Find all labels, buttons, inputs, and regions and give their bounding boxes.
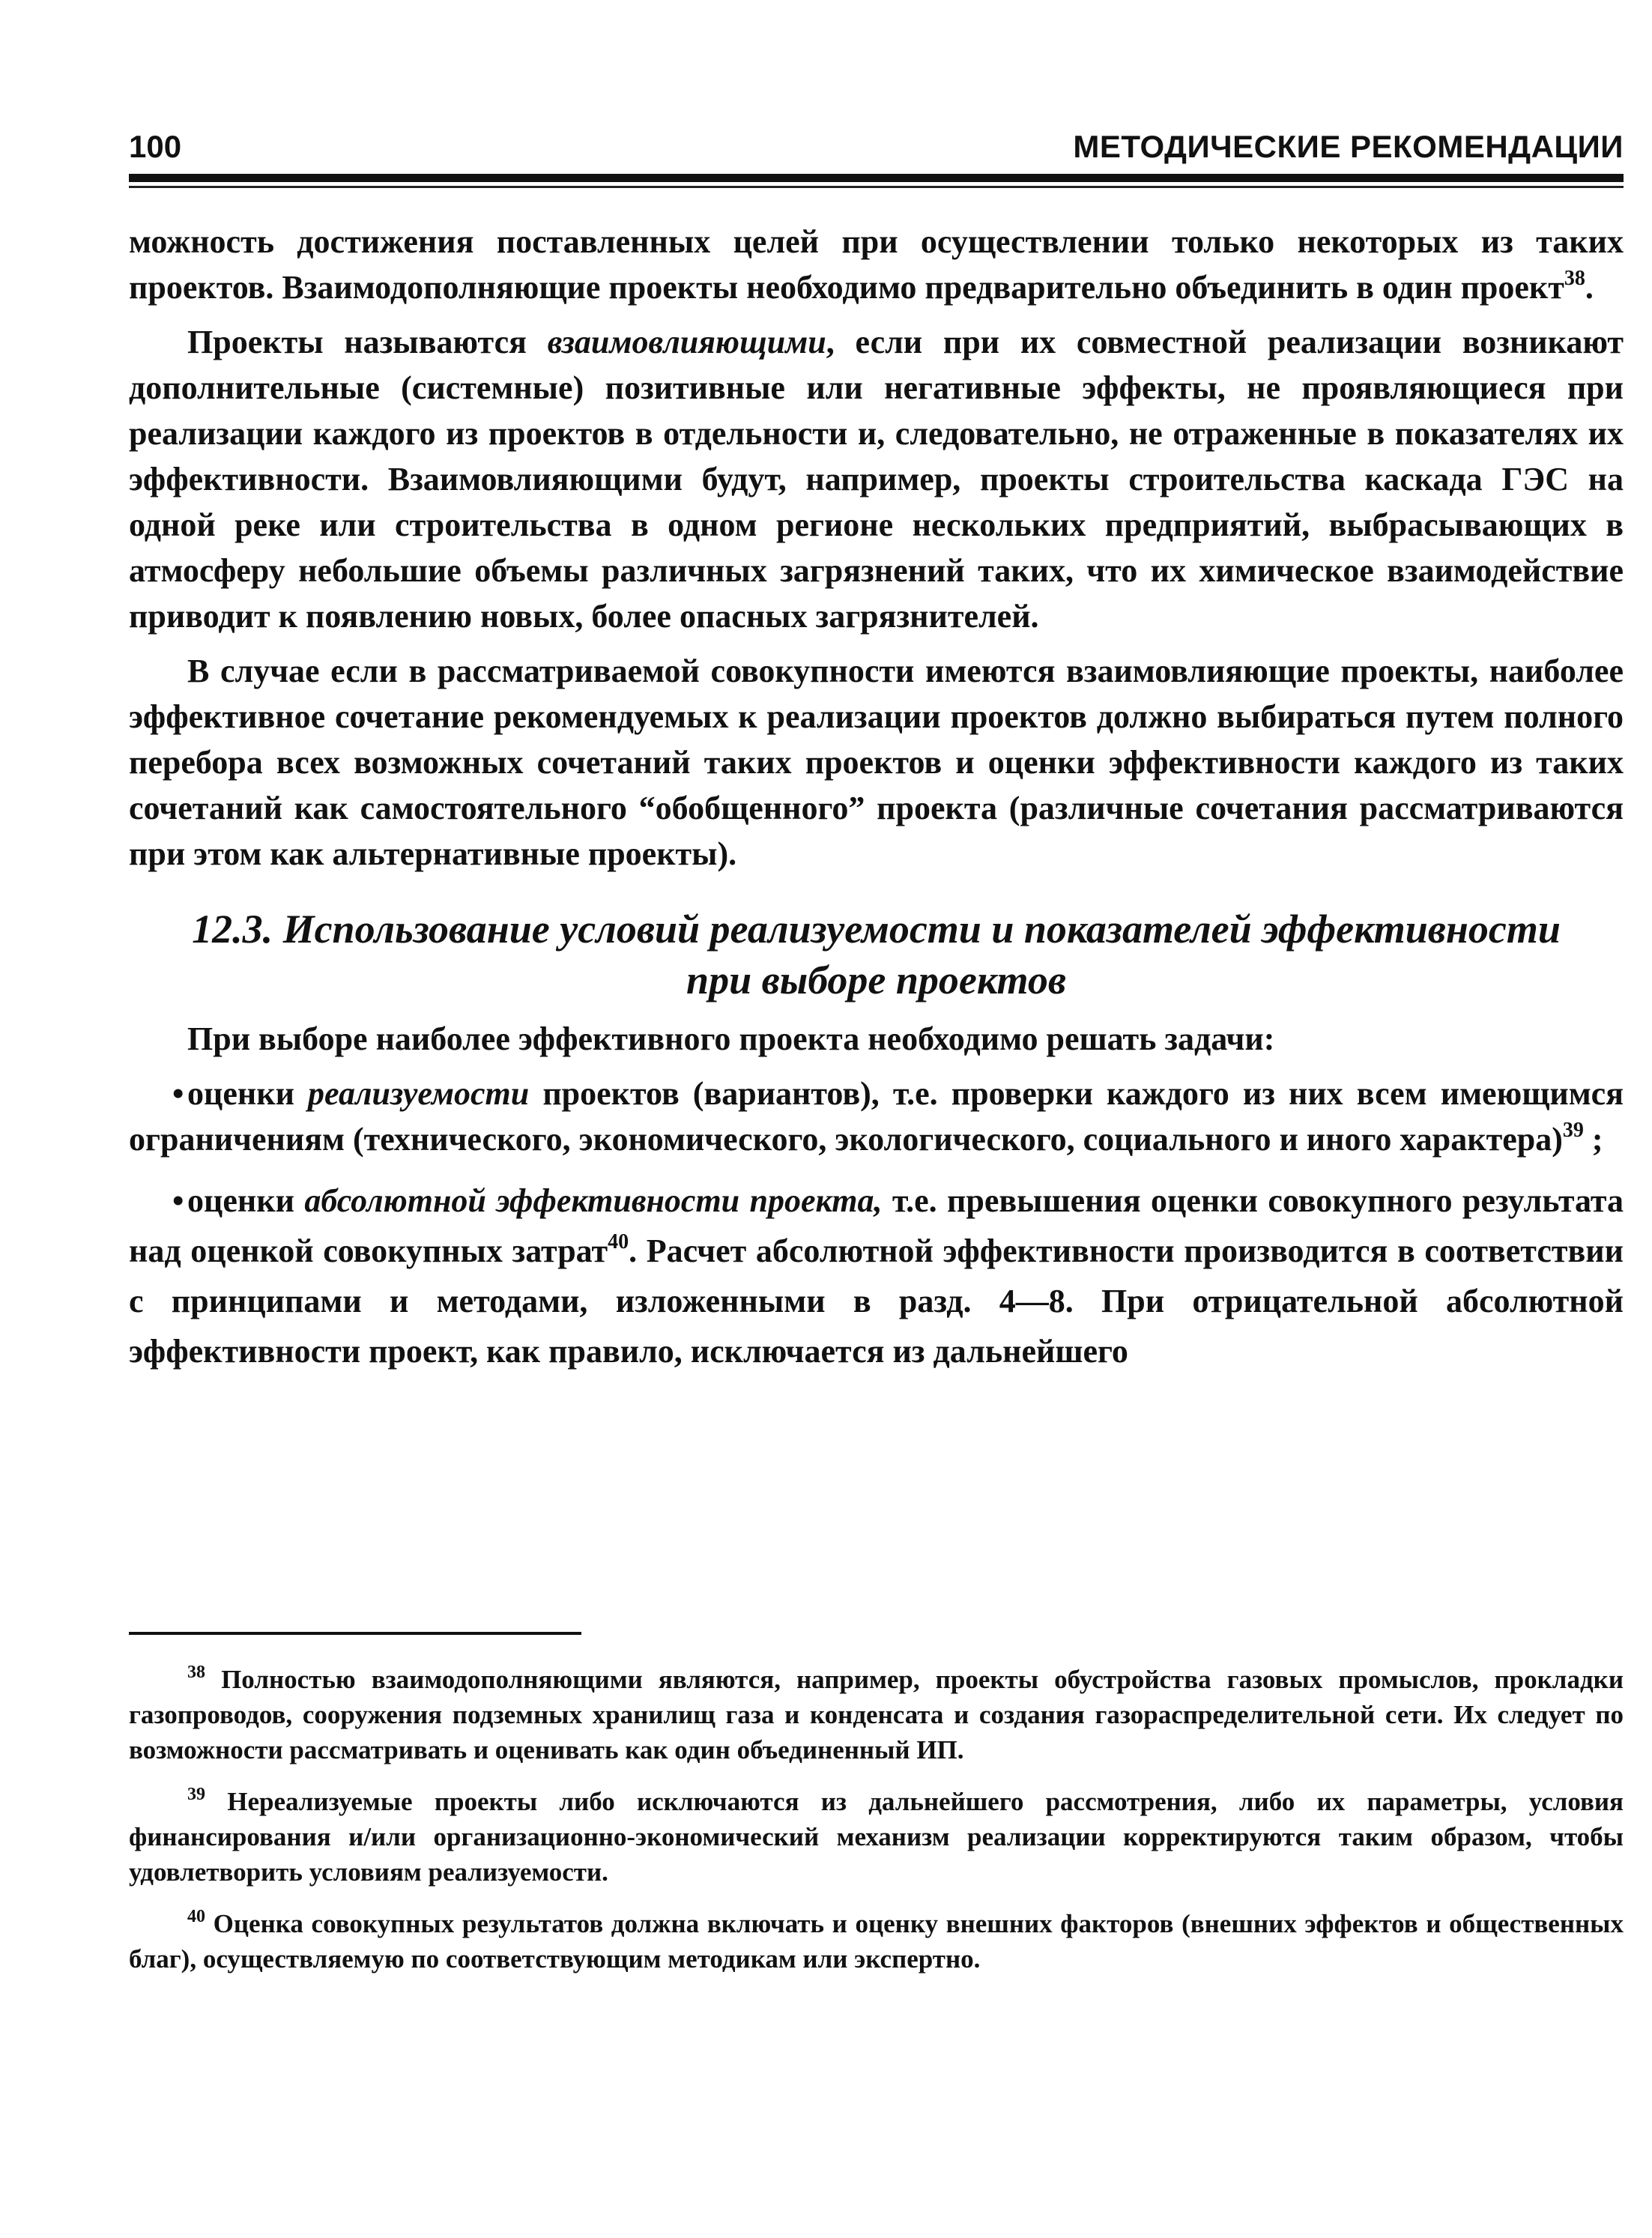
- page-header: [129, 127, 1624, 175]
- main-text: [129, 219, 1624, 1390]
- footnote-number: 39: [187, 1785, 205, 1804]
- footnote-38: $^{38}$ Полностью взаимодополняющими являются, например, проекты обустройства газовых промыслов, прокладки газопроводов, сооружения подземных хранилищ газа и конденсата и создания газораспределительной сети. Их следует по возможности рассматривать и оценивать как один объединенный ИП.: [129, 1663, 1624, 1764]
- footnotes: [129, 1662, 1624, 1993]
- term-feasibility: реализуемости: [308, 1075, 530, 1112]
- footnote-number: 40: [187, 1907, 205, 1926]
- section-heading-line-1: 12.3. Использование условий реализуемости и показателей эффективности: [192, 907, 1561, 952]
- bullet-marker: •: [172, 1182, 184, 1219]
- paragraph-2: Проекты называются взаимовлияющими, если при их совместной реализации возникают дополнительные (системные) позитивные или негативные эффекты, не проявляющиеся при реализации каждого из проектов в отдельности и, следовательно, не отраженные в показателях их эффективности. Взаимовлияющими будут, например, проекты строительства каскада ГЭС на одной реке или строительства в одном регионе нескольких предприятий, выбрасывающих в атмосферу небольшие объемы различных загрязнений таких, что их химическое взаимодействие приводит к появлению новых, более опасных загрязнителей.: [129, 324, 1624, 635]
- section-intro: При выборе наиболее эффективного проекта необходимо решать задачи:: [187, 1020, 1275, 1057]
- footnote-separator: [129, 1632, 581, 1635]
- section-heading: [129, 904, 1624, 1005]
- running-title: МЕТОДИЧЕСКИЕ РЕКОМЕНДАЦИИ: [1073, 129, 1624, 164]
- footnote-ref-39: 39: [1562, 1119, 1584, 1142]
- section-heading-line-2: при выборе проектов: [686, 958, 1066, 1002]
- footnote-ref-40: 40: [608, 1230, 629, 1253]
- list-item: • оценки реализуемости проектов (вариантов), т.е. проверки каждого из них всем имеющимся ограничениям (технического, экономического, экологического, социального и иного характера)$^{39}$ ;: [129, 1071, 1624, 1162]
- term-absolute-efficiency: абсолютной эффективности проекта,: [304, 1182, 883, 1219]
- page-number: 100: [129, 129, 182, 164]
- header-rule-thick: [129, 174, 1624, 182]
- term-interacting: взаимовлияющими: [547, 324, 826, 360]
- header-rule-thin: [129, 186, 1624, 188]
- paragraph-3: В случае если в рассматриваемой совокупности имеются взаимовлияющие проекты, наиболее эффективное сочетание рекомендуемых к реализации проектов должно выбираться путем полного перебора всех возможных сочетаний таких проектов и оценки эффективности каждого из таких сочетаний как самостоятельного “обобщенного” проекта (различные сочетания рассматриваются при этом как альтернативные проекты).: [129, 653, 1624, 872]
- footnote-39: $^{39}$ Нереализуемые проекты либо исключаются из дальнейшего рассмотрения, либо их параметры, условия финансирования и/или организационно-экономический механизм реализации корректируются таким образом, чтобы удовлетворить условиям реализуемости.: [129, 1785, 1624, 1887]
- footnote-40: $^{40}$ Оценка совокупных результатов должна включать и оценку внешних факторов (внешних эффектов и общественных благ), осуществляемую по соответствующим методикам или экспертно.: [129, 1907, 1624, 1974]
- task-list: [129, 1071, 1624, 1376]
- paragraph-1: можность достижения поставленных целей при осуществлении только некоторых из таких проектов. Взаимодополняющие проекты необходимо предварительно объединить в один проект$^{38}$.: [129, 223, 1624, 306]
- bullet-marker: •: [172, 1075, 184, 1112]
- footnote-ref-38: 38: [1564, 267, 1585, 290]
- footnote-number: 38: [187, 1663, 205, 1682]
- list-item: • оценки абсолютной эффективности проекта, т.е. превышения оценки совокупного результата над оценкой совокупных затрат$^{40}$. Расчет абсолютной эффективности производится в соответствии с принципами и методами, изложенными в разд. 4—8. При отрицательной абсолютной эффективности проект, как правило, исключается из дальнейшего: [129, 1176, 1624, 1376]
